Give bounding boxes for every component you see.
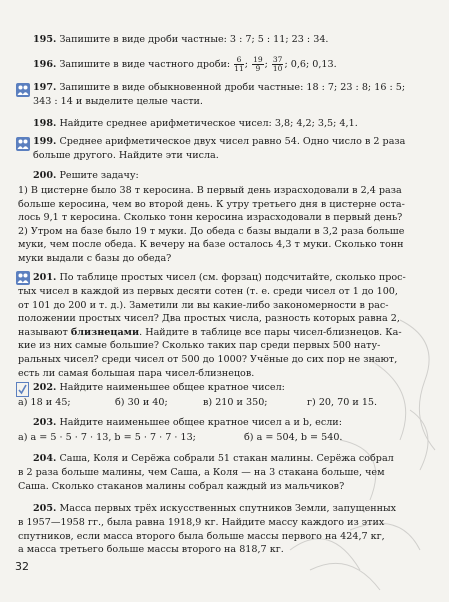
task-204-body [18, 466, 430, 493]
task-text: Запишите в виде обыкновенной дроби частные: 18 : 7; 23 : 8; 16 : 5; [59, 82, 406, 93]
task-204 [33, 452, 433, 466]
term-twins: близнецами [70, 326, 140, 338]
fraction: $\frac{6}{11}$ [234, 55, 244, 73]
task-text: Найдите наименьшее общее кратное чисел: [59, 382, 285, 393]
task-line: а масса третьего больше массы второго на 818,7 кг. [18, 544, 284, 556]
option-d: г) 20, 70 и 15. [307, 397, 378, 408]
task-line: спутников, если масса второго была больше массы первого на 424,7 кг, [18, 530, 385, 542]
task-line: Саша. Сколько стаканов малины собрал каждый из мальчиков? [18, 480, 345, 492]
task-text-tail: ; 0,6; 0,13. [284, 59, 337, 70]
task-text: Решите задачу: [59, 170, 139, 181]
task-line: муки выдали с базы до обеда? [18, 252, 172, 264]
task-number: 195. [33, 34, 57, 45]
task-205 [33, 502, 433, 516]
task-205-body [18, 516, 430, 557]
task-number: 196. [33, 59, 57, 70]
option-a: а) a = 5 · 5 · 7 · 13, b = 5 · 7 · 7 · 13; [18, 432, 196, 443]
task-line: от 101 до 200 и т. д.). Заметили ли вы какие-либо закономерности в рас- [18, 299, 389, 311]
task-text: Найдите среднее арифметическое чисел: 3,8; 4,2; 3,5; 4,1. [59, 118, 358, 129]
fraction: $\frac{19}{9}$ [253, 55, 263, 73]
task-195 [33, 33, 433, 47]
group-work-icon [16, 271, 30, 285]
task-line: в 1957—1958 гг., была равна 1918,9 кг. Найдите массу каждого из этих [18, 517, 385, 528]
task-line: называют близнецами. Найдите в таблице все пары чисел-близнецов. Ка- [18, 326, 402, 338]
task-197 [33, 81, 433, 108]
task-line: ральных чисел? среди чисел от 500 до 1000? Учёные до сих пор не знают, [18, 353, 398, 365]
task-line: тых чисел в каждой из первых десяти сотен (т. е. среди чисел от 1 до 100, [18, 286, 398, 297]
group-work-icon [16, 83, 30, 97]
option-b: б) 30 и 40; [115, 397, 168, 408]
fraction: $\frac{37}{10}$ [272, 55, 283, 73]
task-number: 198. [33, 118, 57, 129]
task-number: 202. [33, 382, 57, 393]
page-number: 32 [15, 560, 29, 573]
task-line: положении простых чисел? Два простых числа, разность которых равна 2, [18, 313, 400, 325]
task-text: Найдите наименьшее общее кратное чисел a и b, если: [59, 417, 342, 428]
task-201-body [18, 285, 430, 380]
task-line: кие из них самые большие? Сколько таких пар среди первых 500 нату- [18, 340, 381, 352]
task-200 [33, 169, 433, 183]
task-203 [33, 416, 433, 430]
task-line: 1) В цистерне было 38 т керосина. В первый день израсходовали в 2,4 раза [18, 185, 402, 196]
task-text: Саша, Коля и Серёжа собрали 51 стакан малины. Серёжа собрал [59, 453, 394, 464]
task-number: 201. [33, 272, 57, 283]
task-text: Запишите в виде частного дроби: [59, 59, 231, 70]
option-b: б) a = 504, b = 540. [244, 432, 343, 443]
task-text: 343 : 14 и выделите целые части. [33, 95, 203, 107]
group-work-icon [16, 137, 30, 151]
task-196: 196. Запишите в виде частного дроби: $\frac{6}{11}$ ; $\frac{19}{9}$ ; $\frac{37}{10}$ ; 0,6; 0,13. [33, 55, 337, 73]
task-202 [33, 381, 433, 395]
task-line: лось 9,1 т керосина. Сколько тонн керосина израсходовали в первый день? [18, 212, 403, 224]
task-text: По таблице простых чисел (см. форзац) подсчитайте, сколько прос- [59, 272, 406, 283]
task-line: больше керосина, чем во второй день. К утру третьего дня в цистерне оста- [18, 198, 405, 210]
option-c: в) 210 и 350; [203, 397, 268, 408]
task-200-body [18, 184, 430, 266]
checkmark-icon [16, 382, 29, 396]
task-number: 203. [33, 417, 57, 428]
task-201 [33, 271, 433, 285]
task-line: в 2 раза больше малины, чем Саша, а Коля — на 3 стакана больше, чем [18, 467, 385, 478]
task-198 [33, 117, 433, 131]
task-text: больше другого. Найдите эти числа. [33, 149, 219, 161]
task-number: 197. [33, 82, 57, 93]
task-line: 2) Утром на базе было 19 т муки. До обеда с базы выдали в 3,2 раза больше [18, 225, 405, 237]
task-199 [33, 135, 433, 162]
task-number: 200. [33, 170, 57, 181]
task-number: 205. [33, 503, 57, 514]
task-number: 199. [33, 136, 57, 147]
option-a: а) 18 и 45; [18, 397, 71, 408]
task-text: Масса первых трёх искусственных спутников Земли, запущенных [59, 503, 397, 514]
task-number: 204. [33, 453, 57, 464]
task-line: муки, чем после обеда. К вечеру на базе осталось 4,3 т муки. Сколько тонн [18, 239, 404, 251]
task-text: Среднее арифметическое двух чисел равно 54. Одно число в 2 раза [59, 136, 406, 147]
task-text: Запишите в виде дроби частные: 3 : 7; 5 : 11; 23 : 34. [59, 34, 329, 45]
task-line: есть ли самая большая пара чисел-близнецов. [18, 367, 255, 379]
